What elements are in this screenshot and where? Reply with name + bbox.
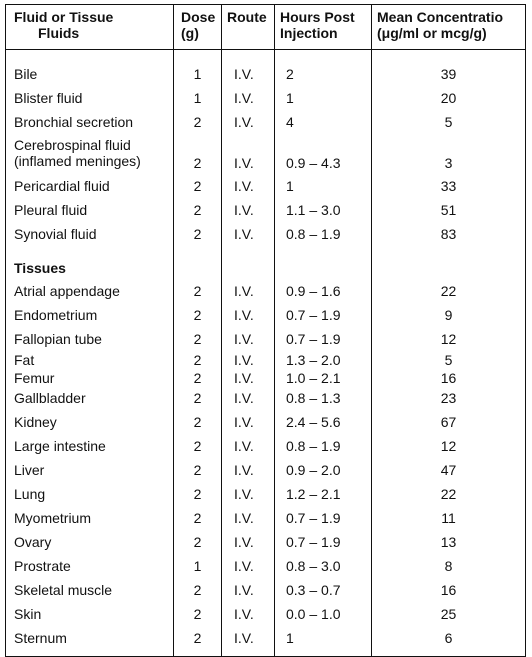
table-row	[6, 602, 526, 626]
table-row	[6, 134, 526, 174]
cell-dose: 2	[174, 174, 222, 198]
cell-route: I.V.	[222, 303, 275, 327]
cell-dose: 2	[174, 530, 222, 554]
table-header-row	[6, 5, 526, 50]
cell-concentration: 9	[372, 303, 526, 327]
cell-route: I.V.	[222, 530, 275, 554]
cell-concentration: 3	[372, 134, 526, 174]
header-conc-line2: (μg/ml or mcg/g)	[377, 25, 487, 41]
cell-concentration: 5	[372, 351, 526, 369]
cell-hours: 0.8 – 3.0	[275, 554, 372, 578]
cell-hours: 0.7 – 1.9	[275, 327, 372, 351]
cell-dose: 2	[174, 602, 222, 626]
cell-dose: 2	[174, 110, 222, 134]
row-name: Lung	[14, 486, 46, 502]
cell-concentration: 16	[372, 578, 526, 602]
cell-hours: 0.3 – 0.7	[275, 578, 372, 602]
cell-route: I.V.	[222, 279, 275, 303]
cell-hours: 1.1 – 3.0	[275, 198, 372, 222]
cell-name	[6, 530, 174, 554]
cell-name	[6, 351, 174, 369]
header-fluid-or-tissue	[6, 5, 174, 50]
cell-concentration: 16	[372, 369, 526, 386]
cell-route: I.V.	[222, 369, 275, 386]
cell-dose: 2	[174, 198, 222, 222]
cell-name	[6, 86, 174, 110]
row-name: Myometrium	[14, 510, 92, 526]
cell-dose: 2	[174, 351, 222, 369]
header-dose-line2: (g)	[181, 25, 199, 41]
table-row	[6, 198, 526, 222]
cell-name	[6, 482, 174, 506]
cell-route: I.V.	[222, 554, 275, 578]
header-fluid-line1: Fluid or Tissue	[14, 9, 114, 25]
cell-hours: 1	[275, 174, 372, 198]
cell-route: I.V.	[222, 222, 275, 246]
cell-route: I.V.	[222, 86, 275, 110]
row-name: Pericardial fluid	[14, 178, 110, 194]
header-route	[222, 5, 275, 50]
header-dose	[174, 5, 222, 50]
table-row	[6, 530, 526, 554]
header-conc-line1: Mean Concentratio	[377, 9, 504, 25]
table-row	[6, 386, 526, 410]
cell-hours: 0.8 – 1.9	[275, 434, 372, 458]
section-row-tissues	[6, 246, 526, 279]
header-hours-line1: Hours Post	[280, 9, 355, 25]
table-row	[6, 327, 526, 351]
cell-route: I.V.	[222, 50, 275, 87]
row-name: Bronchial secretion	[14, 114, 134, 130]
concentration-table	[5, 4, 526, 657]
cell-dose: 2	[174, 482, 222, 506]
cell-name	[6, 554, 174, 578]
cell-hours: 0.9 – 4.3	[275, 134, 372, 174]
row-name: Pleural fluid	[14, 202, 88, 218]
empty-cell	[275, 246, 372, 279]
cell-dose: 2	[174, 626, 222, 657]
cell-hours: 1.0 – 2.1	[275, 369, 372, 386]
header-hours	[275, 5, 372, 50]
cell-name	[6, 458, 174, 482]
table-body	[6, 50, 526, 657]
cell-dose: 2	[174, 434, 222, 458]
cell-hours: 1	[275, 626, 372, 657]
cell-name	[6, 506, 174, 530]
row-name: Endometrium	[14, 307, 98, 323]
cell-concentration: 11	[372, 506, 526, 530]
empty-cell	[372, 246, 526, 279]
row-name: Femur	[14, 369, 55, 386]
cell-hours: 0.9 – 2.0	[275, 458, 372, 482]
cell-name	[6, 303, 174, 327]
cell-dose: 2	[174, 578, 222, 602]
cell-hours: 1.2 – 2.1	[275, 482, 372, 506]
row-name: Large intestine	[14, 438, 106, 454]
cell-route: I.V.	[222, 602, 275, 626]
cell-route: I.V.	[222, 198, 275, 222]
cell-route: I.V.	[222, 351, 275, 369]
table-row	[6, 279, 526, 303]
cell-hours: 2.4 – 5.6	[275, 410, 372, 434]
cell-dose: 2	[174, 458, 222, 482]
cell-name	[6, 578, 174, 602]
table-row	[6, 351, 526, 369]
cell-dose: 2	[174, 279, 222, 303]
row-name: Liver	[14, 462, 45, 478]
cell-name	[6, 369, 174, 386]
cell-name	[6, 222, 174, 246]
cell-dose: 1	[174, 554, 222, 578]
cell-dose: 2	[174, 369, 222, 386]
cell-route: I.V.	[222, 482, 275, 506]
cell-name	[6, 410, 174, 434]
row-name: Fat	[14, 352, 35, 368]
cell-concentration: 39	[372, 50, 526, 87]
cell-route: I.V.	[222, 386, 275, 410]
cell-hours: 0.7 – 1.9	[275, 303, 372, 327]
row-name: Cerebrospinal fluid	[14, 137, 131, 153]
cell-hours: 0.0 – 1.0	[275, 602, 372, 626]
cell-concentration: 51	[372, 198, 526, 222]
cell-dose: 2	[174, 303, 222, 327]
cell-dose: 2	[174, 327, 222, 351]
row-name: Skeletal muscle	[14, 582, 113, 598]
cell-route: I.V.	[222, 134, 275, 174]
cell-hours: 4	[275, 110, 372, 134]
cell-route: I.V.	[222, 110, 275, 134]
cell-hours: 2	[275, 50, 372, 87]
cell-route: I.V.	[222, 327, 275, 351]
cell-name	[6, 110, 174, 134]
cell-name	[6, 279, 174, 303]
table-row	[6, 458, 526, 482]
cell-name	[6, 198, 174, 222]
cell-route: I.V.	[222, 174, 275, 198]
cell-hours: 0.7 – 1.9	[275, 530, 372, 554]
row-name: Bile	[14, 66, 38, 82]
cell-concentration: 12	[372, 327, 526, 351]
row-name: Fallopian tube	[14, 331, 102, 347]
cell-concentration: 23	[372, 386, 526, 410]
row-name: Ovary	[14, 534, 52, 550]
cell-dose: 2	[174, 222, 222, 246]
cell-dose: 1	[174, 50, 222, 87]
table-row	[6, 369, 526, 386]
cell-hours: 0.7 – 1.9	[275, 506, 372, 530]
cell-name	[6, 134, 174, 174]
table-row	[6, 303, 526, 327]
cell-hours: 1	[275, 86, 372, 110]
table-row	[6, 434, 526, 458]
cell-concentration: 33	[372, 174, 526, 198]
cell-concentration: 8	[372, 554, 526, 578]
cell-name	[6, 626, 174, 657]
table-row	[6, 410, 526, 434]
row-name: Skin	[14, 606, 42, 622]
cell-route: I.V.	[222, 626, 275, 657]
table-row	[6, 174, 526, 198]
cell-route: I.V.	[222, 458, 275, 482]
cell-name	[6, 327, 174, 351]
cell-concentration: 22	[372, 279, 526, 303]
cell-route: I.V.	[222, 578, 275, 602]
table-row	[6, 222, 526, 246]
row-name: Synovial fluid	[14, 226, 97, 242]
header-concentration	[372, 5, 526, 50]
cell-concentration: 13	[372, 530, 526, 554]
header-hours-line2: Injection	[280, 25, 338, 41]
table-row	[6, 110, 526, 134]
cell-hours: 0.9 – 1.6	[275, 279, 372, 303]
concentration-table-container	[5, 4, 525, 646]
table-row	[6, 86, 526, 110]
cell-dose: 2	[174, 386, 222, 410]
cell-concentration: 47	[372, 458, 526, 482]
row-name: Atrial appendage	[14, 283, 120, 299]
cell-route: I.V.	[222, 434, 275, 458]
cell-concentration: 12	[372, 434, 526, 458]
cell-dose: 2	[174, 506, 222, 530]
cell-hours: 1.3 – 2.0	[275, 351, 372, 369]
cell-name	[6, 174, 174, 198]
cell-concentration: 20	[372, 86, 526, 110]
header-route-line1: Route	[227, 9, 267, 25]
row-name: Sternum	[14, 630, 67, 646]
table-row	[6, 482, 526, 506]
cell-dose: 2	[174, 410, 222, 434]
cell-name	[6, 50, 174, 87]
cell-concentration: 22	[372, 482, 526, 506]
cell-name	[6, 602, 174, 626]
empty-cell	[174, 246, 222, 279]
empty-cell	[222, 246, 275, 279]
cell-name	[6, 386, 174, 410]
table-row	[6, 506, 526, 530]
cell-concentration: 25	[372, 602, 526, 626]
header-fluid-line2: Fluids	[38, 25, 80, 41]
row-name: Kidney	[14, 414, 57, 430]
row-name: Gallbladder	[14, 390, 86, 406]
table-row	[6, 626, 526, 657]
cell-concentration: 67	[372, 410, 526, 434]
cell-route: I.V.	[222, 410, 275, 434]
cell-concentration: 5	[372, 110, 526, 134]
cell-concentration: 83	[372, 222, 526, 246]
cell-hours: 0.8 – 1.9	[275, 222, 372, 246]
header-dose-line1: Dose	[181, 9, 216, 25]
cell-hours: 0.8 – 1.3	[275, 386, 372, 410]
section-title-tissues: Tissues	[6, 246, 174, 279]
cell-dose: 2	[174, 134, 222, 174]
table-row	[6, 578, 526, 602]
table-row	[6, 554, 526, 578]
row-name: Prostrate	[14, 558, 71, 574]
row-name-continued: (inflamed meninges)	[14, 153, 141, 169]
cell-name	[6, 434, 174, 458]
row-name: Blister fluid	[14, 90, 83, 106]
cell-dose: 1	[174, 86, 222, 110]
cell-route: I.V.	[222, 506, 275, 530]
table-row	[6, 50, 526, 87]
cell-concentration: 6	[372, 626, 526, 657]
